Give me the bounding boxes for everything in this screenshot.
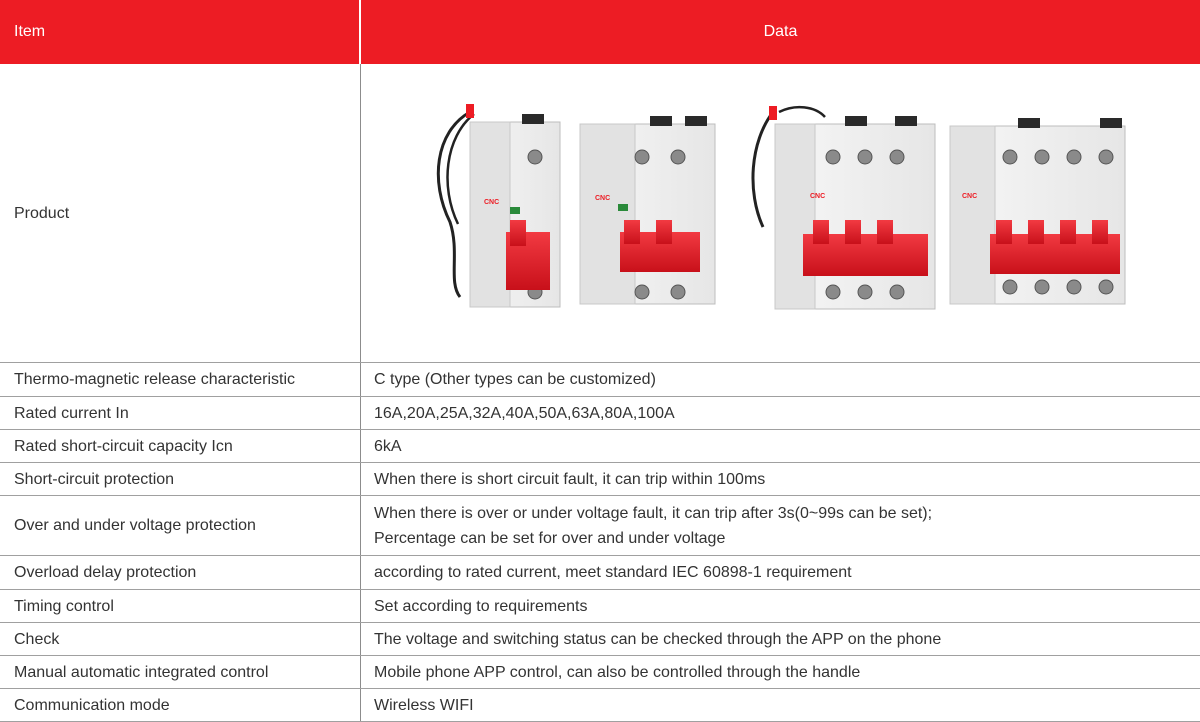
row-data-check: The voltage and switching status can be checked through the APP on the phone	[374, 630, 942, 648]
breaker-2p-wired	[438, 104, 560, 307]
svg-text:CNC: CNC	[962, 193, 978, 200]
header-item: Item	[0, 0, 359, 64]
row-item-short-circuit-protection: Short-circuit protection	[14, 470, 175, 488]
row-data-overload-delay: according to rated current, meet standard IEC 60898-1 requirement	[374, 564, 852, 581]
row-data-timing-control: Set according to requirements	[374, 597, 588, 615]
row-data-communication-mode: Wireless WIFI	[374, 696, 474, 714]
row-data-release-characteristic: C type (Other types can be customized)	[374, 371, 656, 388]
svg-text:CNC: CNC	[810, 193, 826, 200]
row-item-overload-delay: Overload delay protection	[14, 564, 197, 581]
row-item-manual-automatic-control: Manual automatic integrated control	[14, 663, 269, 681]
row-data-short-circuit-capacity: 6kA	[374, 437, 402, 455]
row-data-manual-automatic-control: Mobile phone APP control, can also be controlled through the handle	[374, 663, 861, 681]
row-item-communication-mode: Communication mode	[14, 696, 170, 714]
row-item-rated-current: Rated current In	[14, 404, 129, 422]
row-data-short-circuit-protection: When there is short circuit fault, it can trip within 100ms	[374, 470, 766, 488]
row-item-release-characteristic: Thermo-magnetic release characteristic	[14, 371, 295, 388]
row-item-short-circuit-capacity: Rated short-circuit capacity Icn	[14, 437, 233, 455]
svg-text:CNC: CNC	[484, 199, 500, 206]
header-data: Data	[361, 0, 1200, 64]
svg-text:CNC: CNC	[595, 195, 611, 202]
voltage-protection-line-2: Percentage can be set for over and under voltage	[374, 529, 726, 547]
voltage-protection-line-1: When there is over or under voltage fault, it can trip after 3s(0~99s can be set);	[374, 504, 933, 522]
row-item-timing-control: Timing control	[14, 597, 114, 615]
row-item-check: Check	[14, 630, 60, 648]
breaker-2p	[580, 116, 715, 304]
row-data-rated-current: 16A,20A,25A,32A,40A,50A,63A,80A,100A	[374, 404, 675, 422]
breaker-4p	[950, 118, 1125, 304]
header-divider	[359, 0, 361, 64]
breaker-4p-wired	[753, 106, 935, 309]
row-data-voltage-protection	[361, 496, 1200, 555]
product-image	[420, 92, 1140, 322]
row-item-voltage-protection: Over and under voltage protection	[14, 517, 256, 534]
product-label: Product	[14, 204, 70, 222]
